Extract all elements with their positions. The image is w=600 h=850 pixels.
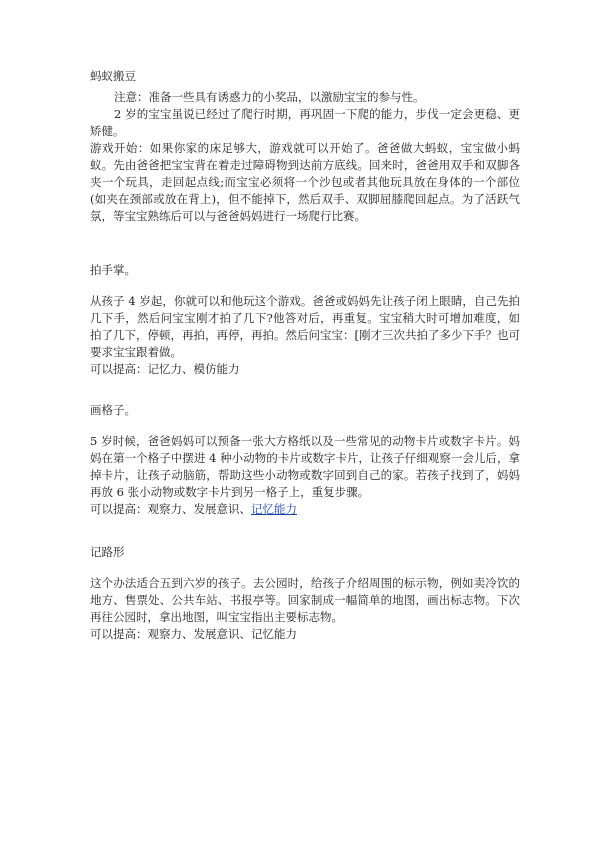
section-draw-grid: [90, 402, 520, 518]
section-ant-moving-beans: [90, 68, 520, 225]
section-title: 蚂蚁搬豆: [90, 69, 136, 83]
benefit-line: [90, 501, 520, 518]
section-title: 画格子。: [90, 403, 136, 417]
section-title: 记路形: [90, 545, 125, 559]
note-paragraph: 注意：准备一些具有诱惑力的小奖品，以激励宝宝的参与性。: [114, 90, 425, 104]
section-remember-route: [90, 544, 520, 643]
intro-paragraph: 2 岁的宝宝虽说已经过了爬行时期，再巩固一下爬的能力，步伐一定会更稳、更矫健。: [90, 107, 520, 138]
body-paragraph: 这个办法适合五到六岁的孩子。去公园时，给孩子介绍周围的标示物，例如卖冷饮的地方、售票处、公共车站、书报亭等。回家制成一幅简单的地图，画出标志物。下次再往公园时，拿出地图，叫宝宝指出主要标志物。: [90, 576, 520, 624]
section-clap-hands: [90, 262, 520, 378]
benefit-line: 可以提高：观察力、发展意识、记忆能力: [90, 627, 297, 641]
body-paragraph: 从孩子 4 岁起，你就可以和他玩这个游戏。爸爸或妈妈先让孩子闭上眼睛，自己先拍几下手，然后问宝宝刚才拍了几下?他答对后，再重复。宝宝稍大时可增加难度，如拍了几下，停顿，再拍，再停，再拍。然后问宝宝：[刚才三次共拍了多少下手？也可要求宝宝跟着做。: [90, 294, 520, 359]
game-paragraph: 游戏开始：如果你家的床足够大，游戏就可以开始了。爸爸做大蚂蚁，宝宝做小蚂蚁。先由爸爸把宝宝背在着走过障碍物到达前方底线。回来时，爸爸用双手和双脚各夹一个玩具，走回起点线;而宝宝必须将一个沙包或者其他玩具放在身体的一个部位(如夹在颈部或放在背上)，但不能掉下，然后双手、双脚屈膝爬回起点。为了活跃气氛，等宝宝熟练后可以与爸爸妈妈进行一场爬行比赛。: [90, 141, 520, 223]
memory-ability-link[interactable]: 记忆能力: [251, 502, 297, 516]
body-paragraph: 5 岁时候，爸爸妈妈可以预备一张大方格纸以及一些常见的动物卡片或数字卡片。妈妈在第一个格子中摆进 4 种小动物的卡片或数字卡片，让孩子仔细观察一会儿后，拿掉卡片，让孩子动脑筋，帮助这些小动物或数字回到自己的家。若孩子找到了，妈妈再放 6 张小动物或数字卡片到另一格子上，重复步骤。: [90, 434, 520, 499]
benefit-text: 可以提高：观察力、发展意识、: [90, 502, 251, 516]
section-title: 拍手掌。: [90, 263, 136, 277]
benefit-line: 可以提高：记忆力、模仿能力: [90, 362, 240, 376]
